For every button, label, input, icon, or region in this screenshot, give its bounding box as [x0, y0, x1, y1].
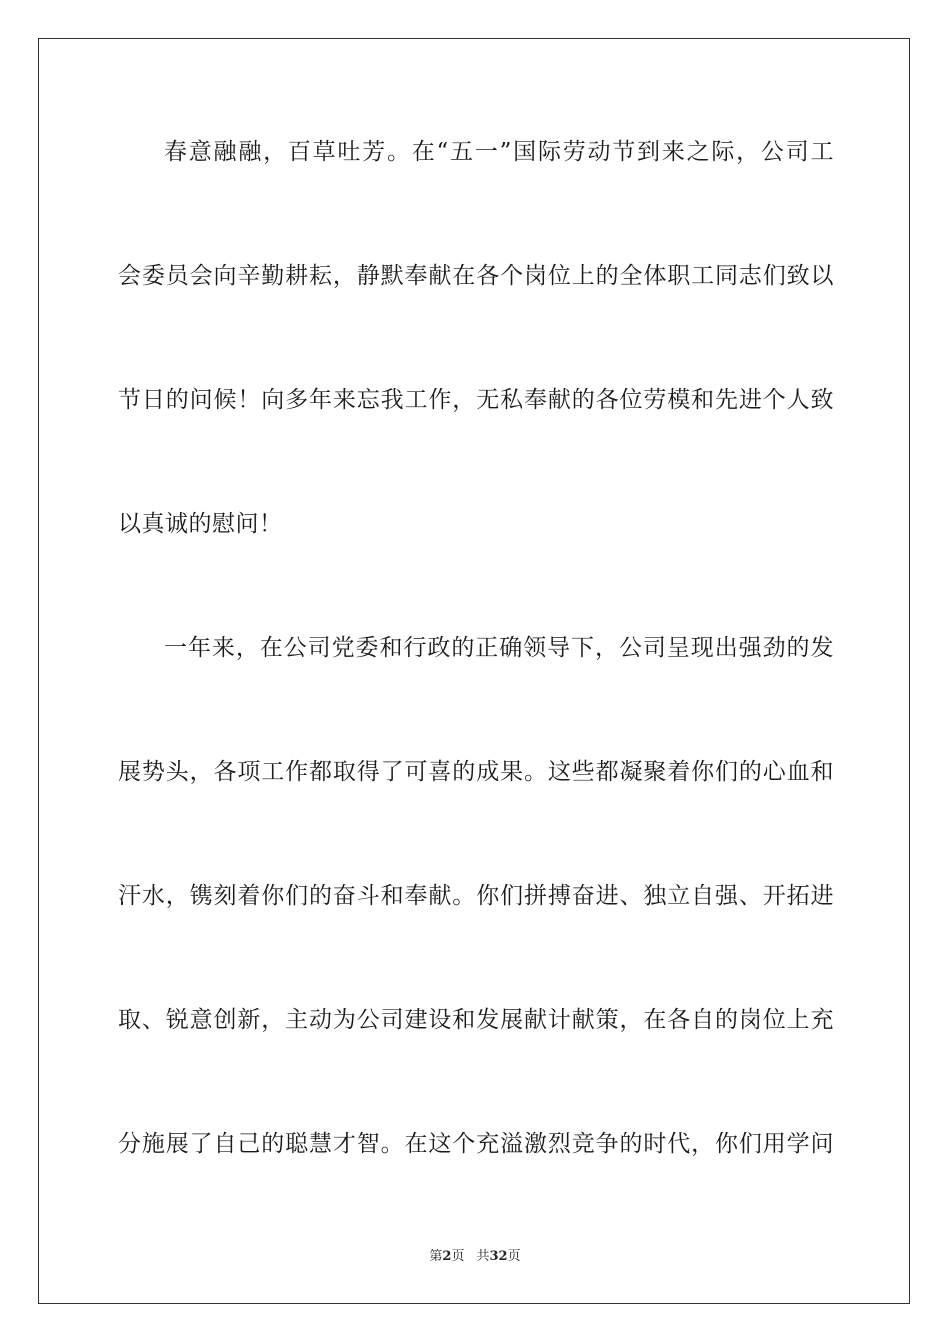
page-footer — [0, 1248, 950, 1266]
page-number: 2 — [442, 1249, 452, 1264]
paragraph-2-line-1: 一年来，在公司党委和行政的正确领导下，公司呈现出强劲的发 — [164, 635, 834, 661]
paragraph-2-line-2: 展势头，各项工作都取得了可喜的成果。这些都凝聚着你们的心血和 — [118, 759, 834, 785]
paragraph-1-line-1: 春意融融，百草吐芳。在“五一”国际劳动节到来之际，公司工 — [164, 139, 834, 165]
paragraph-1-line-4: 以真诚的慰问！ — [118, 511, 283, 537]
page-prefix: 第 — [429, 1249, 443, 1264]
paragraph-2-line-3: 汗水，镌刻着你们的奋斗和奉献。你们拼搏奋进、独立自强、开拓进 — [118, 883, 834, 909]
total-prefix: 共 — [476, 1249, 490, 1264]
paragraph-2-line-4: 取、锐意创新，主动为公司建设和发展献计献策，在各自的岗位上充 — [118, 1007, 834, 1033]
paragraph-1-line-3: 节日的问候！向多年来忘我工作，无私奉献的各位劳模和先进个人致 — [118, 387, 834, 413]
page-suffix: 页 — [451, 1249, 465, 1264]
paragraph-1-line-2: 会委员会向辛勤耕耘，静默奉献在各个岗位上的全体职工同志们致以 — [118, 263, 834, 289]
total-pages: 32 — [489, 1249, 508, 1264]
total-suffix: 页 — [507, 1249, 521, 1264]
paragraph-2-line-5: 分施展了自己的聪慧才智。在这个充溢激烈竞争的时代，你们用学问 — [118, 1131, 834, 1157]
page-border — [38, 38, 910, 1304]
